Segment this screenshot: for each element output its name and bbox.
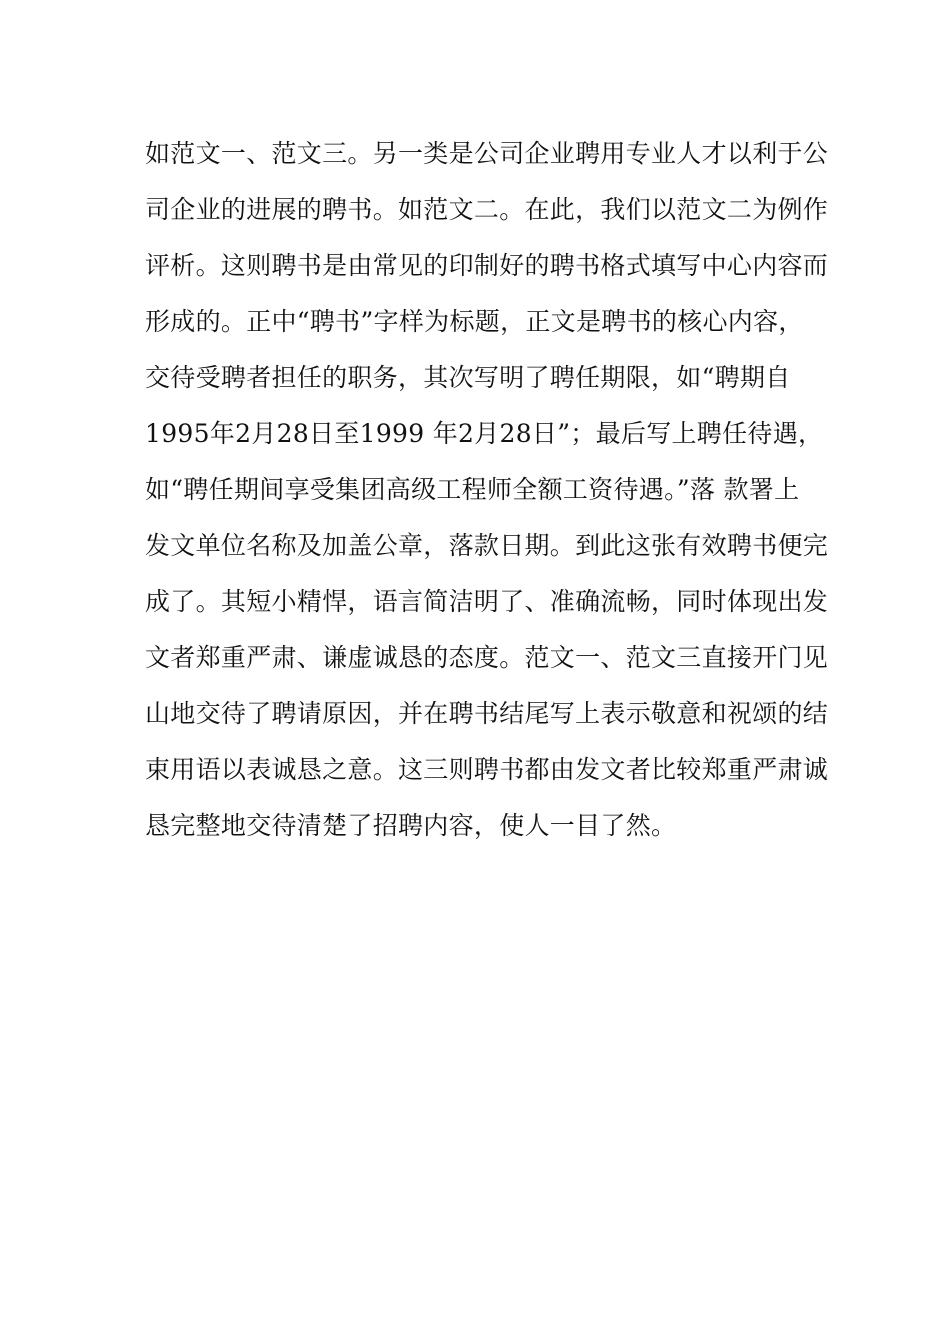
- text-line: 发文单位名称及加盖公章，落款日期。到此这张有效聘书便完: [145, 531, 829, 560]
- text-line: 交待受聘者担任的职务，其次写明了聘任期限，如“聘期自: [145, 363, 791, 392]
- text-line: 如范文一、范文三。另一类是公司企业聘用专业人才以利于公: [145, 139, 829, 168]
- text-line: 山地交待了聘请原因，并在聘书结尾写上表示敬意和祝颂的结: [145, 699, 829, 728]
- text-line: 司企业的进展的聘书。如范文二。在此，我们以范文二为例作: [145, 195, 829, 224]
- body-paragraph: [145, 132, 829, 860]
- text-line: 恳完整地交待清楚了招聘内容，使人一目了然。: [145, 811, 677, 840]
- text-line: 文者郑重严肃、谦虚诚恳的态度。范文一、范文三直接开门见: [145, 643, 829, 672]
- text-line: 如“聘任期间享受集团高级工程师全额工资待遇。”落 款署上: [145, 475, 800, 504]
- text-line: 评析。这则聘书是由常见的印制好的聘书格式填写中心内容而: [145, 251, 829, 280]
- text-line: 束用语以表诚恳之意。这三则聘书都由发文者比较郑重严肃诚: [145, 755, 829, 784]
- text-line: 1995年2月28日至1999 年2月28日”；最后写上聘任待遇，: [145, 419, 824, 448]
- text-line: 成了。其短小精悍，语言简洁明了、准确流畅，同时体现出发: [145, 587, 829, 616]
- text-line: 形成的。正中“聘书”字样为标题，正文是聘书的核心内容，: [145, 307, 804, 336]
